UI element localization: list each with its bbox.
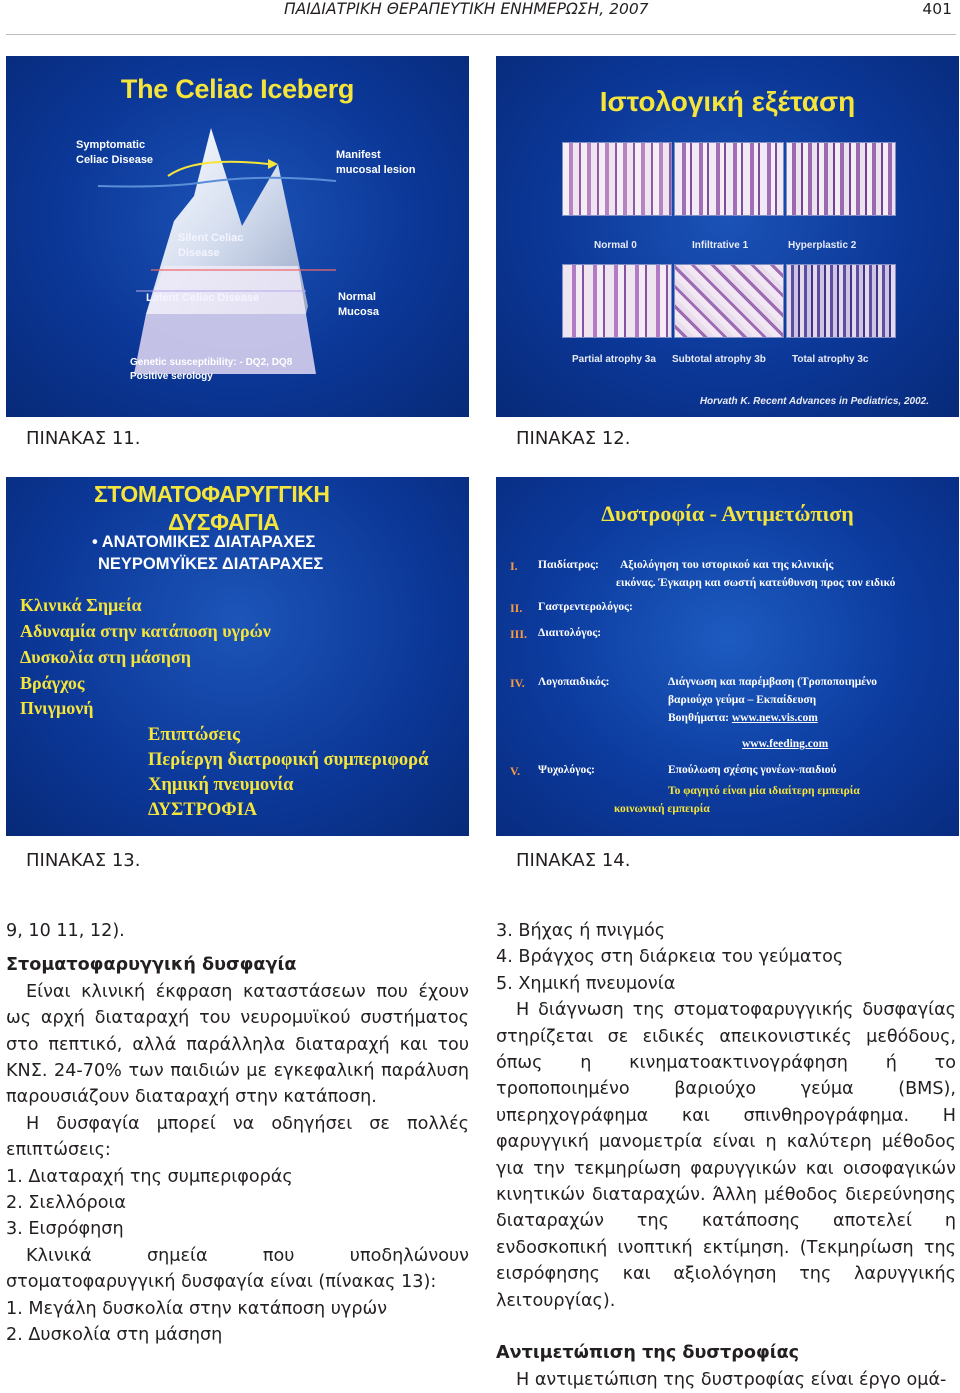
- row-number: III.: [510, 627, 528, 641]
- label-normal: Normal Mucosa: [338, 291, 379, 318]
- row-number: II.: [510, 601, 523, 615]
- row-role: Διαιτολόγος:: [538, 627, 602, 639]
- complication-item: ΔΥΣΤΡΟΦΙΑ: [148, 800, 258, 820]
- label-genetic: Genetic susceptibility: - DQ2, DQ8 Positive serology: [130, 357, 293, 382]
- bullet-neuromuscular: ΝΕΥΡΟΜΥΪΚΕΣ ΔΙΑΤΑΡΑΧΕΣ: [98, 555, 324, 573]
- slide-title-line2: ΔΥΣΦΑΓΙΑ: [168, 509, 280, 535]
- label-symptomatic: Symptomatic Celiac Disease: [76, 139, 154, 166]
- list-item: 3. Εισρόφηση: [6, 1219, 124, 1240]
- row-role: Γαστρεντερολόγος:: [538, 601, 633, 613]
- paragraph: Είναι κλινική έκφραση καταστάσεων που έχουν ως αρχή διαταραχή του νευρομυϊκού συστήματος στο πεπτικό, αλλά παράλληλα διαταραχή και του ΚΝΣ. 24-70% των παιδιών με εγκεφαλική παράλυση παρουσιάζουν διαταραχή στην κατάποση.: [6, 981, 469, 1108]
- header-rule: [6, 34, 956, 35]
- figure-celiac-iceberg: [6, 56, 469, 417]
- complication-item: Χημική πνευμονία: [148, 775, 294, 795]
- row-text: κοινωνική εμπειρία: [614, 803, 710, 815]
- slide-title: Ιστολογική εξέταση: [599, 86, 856, 117]
- histology-image: [786, 142, 896, 216]
- label-manifest: Manifest mucosal lesion: [336, 149, 416, 176]
- table-label-14: ΠΙΝΑΚΑΣ 14.: [516, 850, 631, 871]
- row-role: Παιδίατρος:: [538, 559, 599, 571]
- figure-dystrophy-management: [496, 477, 959, 836]
- histology-image: [562, 142, 672, 216]
- section-heading: Αντιμετώπιση της δυστροφίας: [496, 1343, 800, 1364]
- list-item: 5. Χημική πνευμονία: [496, 973, 676, 994]
- aids-label: Βοηθήματα:: [668, 712, 732, 724]
- figure-oropharyngeal-dysphagia: [6, 477, 469, 836]
- caption-subtotal-atrophy: Subtotal atrophy 3b: [672, 354, 766, 365]
- label-silent: Silent Celiac Disease: [178, 232, 244, 259]
- iceberg-middle: [146, 266, 306, 314]
- paragraph: Η δυσφαγία μπορεί να οδηγήσει σε πολλές επιπτώσεις:: [6, 1113, 469, 1161]
- paragraph: Η διάγνωση της στοματοφαρυγγικής δυσφαγίας στηρίζεται σε ειδικές απεικονιστικές μεθόδους, όπως η κινηματοακτινογράφηση ή το τροποποιημένο βαριούχο γεύμα (BMS), υπερηχογράφημα και σπινθηρογράφημα. Η φαρυγγική μανομετρία είναι η καλύτερη μέθοδος για την τεκμηρίωση φαρυγγικών και οισοφαγικών κινητικών διαταραχών. Άλλη μέθοδος διερεύνησης διαταραχών της κατάποσης αποτελεί η ενδοσκοπική ινοπτική εκτίμηση. (Τεκμηρίωση της εισρόφησης και αξιολόγηση της λαρυγγικής λειτουργίας).: [496, 1000, 956, 1311]
- row-text: Αξιολόγηση του ιστορικού και της κλινικής: [620, 559, 834, 571]
- aids-link-newvis[interactable]: www.new.vis.com: [731, 712, 818, 724]
- list-item: 2. Σιελλόροια: [6, 1193, 127, 1214]
- complication-item: Περίεργη διατροφική συμπεριφορά: [148, 750, 429, 770]
- histology-image: [674, 142, 784, 216]
- table-label-13: ΠΙΝΑΚΑΣ 13.: [26, 850, 141, 871]
- aids-link-feeding[interactable]: www.feeding.com: [742, 738, 829, 750]
- table-label-12: ΠΙΝΑΚΑΣ 12.: [516, 428, 631, 449]
- page-number: 401: [922, 0, 952, 18]
- body-column-right: [496, 918, 956, 1393]
- sign-item: Αδυναμία στην κατάποση υγρών: [20, 621, 271, 641]
- reference-continuation: 9, 10 11, 12).: [6, 921, 125, 941]
- journal-title: ΠΑΙΔΙΑΤΡΙΚΗ ΘΕΡΑΠΕΥΤΙΚΗ ΕΝΗΜΕΡΩΣΗ, 2007: [284, 0, 649, 18]
- paragraph: Κλινικά σημεία που υποδηλώνουν στοματοφαρυγγική δυσφαγία είναι (πίνακας 13):: [6, 1245, 469, 1293]
- list-item: 2. Δυσκολία στη μάσηση: [6, 1325, 223, 1346]
- caption-infiltrative: Infiltrative 1: [692, 240, 749, 251]
- list-item: 1. Μεγάλη δυσκολία στην κατάποση υγρών: [6, 1298, 388, 1319]
- histology-image: [674, 264, 784, 338]
- row-text: εικόνας. Έγκαιρη και σωστή κατεύθυνση προς τον ειδικό: [616, 577, 896, 589]
- sign-item: Βράγχος: [20, 673, 85, 693]
- sign-item: Πνιγμονή: [20, 698, 94, 718]
- complications-title: Επιπτώσεις: [148, 725, 240, 745]
- slide-title: The Celiac Iceberg: [120, 74, 355, 104]
- list-item: 4. Βράγχος στη διάρκεια του γεύματος: [496, 947, 844, 968]
- list-item: 1. Διαταραχή της συμπεριφοράς: [6, 1166, 293, 1187]
- paragraph: Η αντιμετώπιση της δυστροφίας είναι έργο ομά-: [516, 1369, 947, 1390]
- list-item: 3. Βήχας ή πνιγμός: [496, 921, 666, 941]
- table-label-11: ΠΙΝΑΚΑΣ 11.: [26, 428, 141, 449]
- label-latent: Latent Celiac Disease: [146, 292, 260, 304]
- histology-image: [786, 264, 896, 338]
- sign-item: Δυσκολία στη μάσηση: [20, 647, 191, 667]
- row-text: [668, 712, 818, 724]
- row-role: Λογοπαιδικός:: [538, 676, 610, 688]
- section-heading: Στοματοφαρυγγική δυσφαγία: [6, 955, 297, 976]
- histology-image: [562, 264, 672, 338]
- source-citation: Horvath K. Recent Advances in Pediatrics, 2002.: [699, 396, 929, 407]
- body-column-left: [6, 918, 469, 1349]
- figure-histology: [496, 56, 959, 417]
- row-text: Επούλωση σχέσης γονέων-παιδιού: [668, 764, 837, 776]
- caption-partial-atrophy: Partial atrophy 3a: [572, 354, 656, 365]
- caption-normal: Normal 0: [594, 240, 637, 251]
- bullet-anatomical: • ΑΝΑΤΟΜΙΚΕΣ ΔΙΑΤΑΡΑΧΕΣ: [92, 533, 316, 551]
- running-header: [0, 0, 960, 22]
- row-text: Διάγνωση και παρέμβαση (Τροποποιημένο: [668, 676, 878, 688]
- row-role: Ψυχολόγος:: [538, 764, 595, 776]
- row-number: I.: [510, 559, 518, 573]
- row-number: V.: [510, 764, 521, 778]
- row-number: IV.: [510, 676, 525, 690]
- signs-title: Κλινικά Σημεία: [20, 595, 142, 615]
- slide-title: Δυστροφία - Αντιμετώπιση: [601, 501, 854, 526]
- caption-total-atrophy: Total atrophy 3c: [792, 354, 869, 365]
- slide-title-line1: ΣΤΟΜΑΤΟΦΑΡΥΓΓΙΚΗ: [94, 481, 330, 507]
- row-text: Το φαγητό είναι μία ιδιαίτερη εμπειρία: [668, 785, 860, 797]
- caption-hyperplastic: Hyperplastic 2: [788, 240, 857, 251]
- row-text: βαριούχο γεύμα – Εκπαίδευση: [668, 694, 817, 706]
